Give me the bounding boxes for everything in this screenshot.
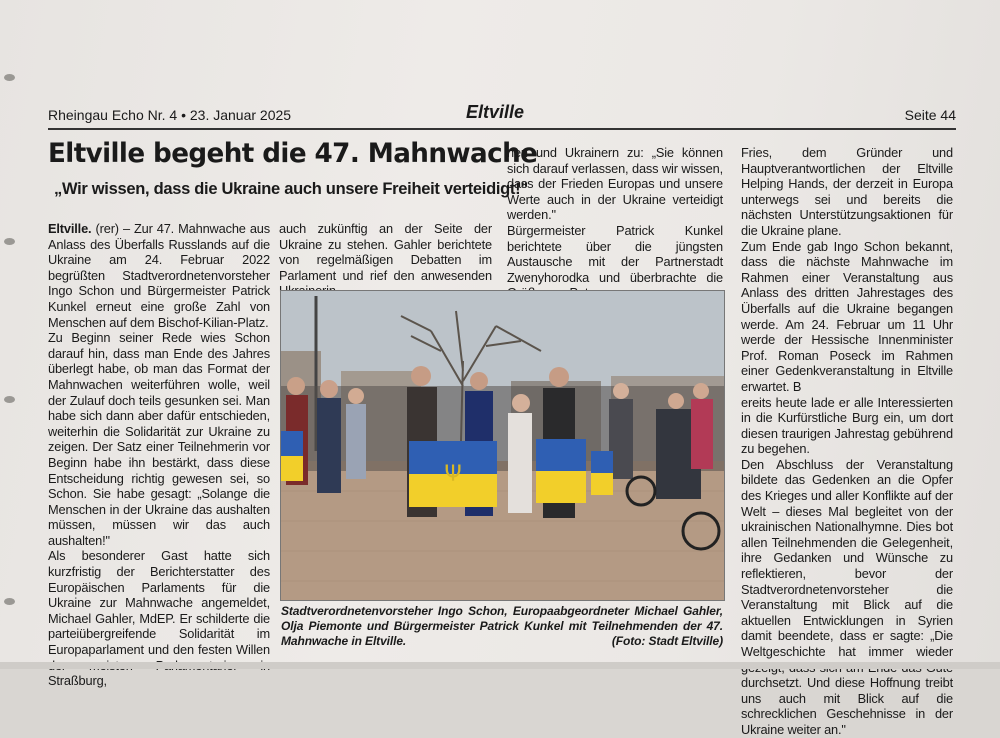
svg-text:Ψ: Ψ xyxy=(444,462,462,487)
issue-info: Rheingau Echo Nr. 4 • 23. Januar 2025 xyxy=(48,107,292,123)
photo-caption xyxy=(281,604,723,649)
punch-hole xyxy=(4,598,15,605)
header-rule xyxy=(48,128,956,130)
paragraph: Als besonderer Gast hatte sich kurzfristig der Berichterstatter des Europäischen Parlaments für die Ukraine zur Mahnwache angemeldet, Michael Gahler, MdEP. Er schilderte die parteiübergreifende Solidarität im Europaparlament und den festen Willen Straßburg, xyxy=(48,548,270,689)
section-title: Eltville xyxy=(466,102,525,122)
paragraph: Zu Beginn seiner Rede wies Schon darauf hin, dass man Ende des Jahres überlegt habe, ob man das Format der Mahnwachen weiterführen wolle, weil der Zulauf doch teils gesunken sei. Man habe sich dann aber dafür entschieden, weiterhin die Solidarität zur Ukraine zu zeigen. Der Satz einer Teilnehmerin vor Beginn habe ihn bestärkt, dass diese Entscheidung richtig gewesen sei, so Schon. Sie habe gesagt: „Solange die Menschen in der Ukraine das aushalten müssen, müssen wir das auch aushalten!" xyxy=(48,330,270,548)
ukraine-flag-eu xyxy=(536,439,586,503)
article-column-3 xyxy=(507,145,723,301)
dateline: Eltville. xyxy=(48,221,92,236)
punch-hole xyxy=(4,74,15,81)
ukraine-flag-large xyxy=(409,441,497,507)
caption-text: Stadtverordnetenvorsteher Ingo Schon, Europaabgeordneter Michael Gahler, Olja Piemonte und Bürgermeister Patrick Kunkel mit Teilnehmenden der 47. Mahnwache in Eltville. xyxy=(281,604,723,648)
article-photo xyxy=(280,290,725,601)
paragraph: auch zukünftig an der Seite der Ukraine zu stehen. Gahler berichtete von regelmäßigen Debatten im Parlament und rief den anwesenden xyxy=(279,221,492,283)
page-bottom-edge xyxy=(0,662,1000,669)
paragraph: Zum Ende gab Ingo Schon bekannt, dass die nächste Mahnwache im Rahmen einer Veranstaltung aus Anlass des dritten Jahrestages des Überfalls auf die Ukraine begangen werde. Am 24. Februar um 11 Uhr werde der Hessische Innenminister Prof. Roman Poseck im Rahmen einer Gedenkveranstaltung in Eltville erwartet. B xyxy=(741,238,953,394)
paragraph: nen und Ukrainern zu: „Sie können sich darauf verlassen, dass wir wissen, dass der Frieden Europas und unsere Werte auch in der Ukraine verteidigt werden." xyxy=(507,145,723,223)
punch-hole xyxy=(4,396,15,403)
article-column-1 xyxy=(48,221,270,689)
paragraph: (rer) – Zur 47. Mahnwache aus Anlass des Überfalls Russlands auf die Ukraine am 24. Februar 2022 begrüßten Stadtverordnetenvorsteher Ingo Schon und Bürgermeister Patrick Kunkel erneut eine große Zahl von Menschen auf dem Bischof-Kilian-Platz. xyxy=(48,221,270,330)
paragraph: Bürgermeister Patrick Kunkel berichtete über die jüngsten Austausche mit der Partnerstadt Zwenyhorodka und überbrachte die xyxy=(507,222,723,285)
paragraph: Fries, dem Gründer und Hauptverantwortlichen der Eltville Helping Hands, der derzeit in Europa unterwegs sei und bereits die nächsten Unterstützungsaktionen für die Ukraine plane. xyxy=(741,145,953,238)
article-subline: „Wir wissen, dass die Ukraine auch unsere Freiheit verteidigt!" xyxy=(54,180,528,198)
page-header xyxy=(48,104,956,126)
punch-hole xyxy=(4,238,15,245)
photo-credit: (Foto: Stadt Eltville) xyxy=(611,634,723,648)
page-number: Seite 44 xyxy=(904,107,956,123)
paragraph: Den Abschluss der Veranstaltung bildete das Gedenken an die Opfer des Krieges und aller Konflikte auf der Welt – dieses Mal begleitet von der ukrainischen Nationalhymne. Dies bot allen Teilnehmenden die Gelegenheit, ihre Gedanken und Wünsche zu reflektieren, bevor der Stadtverordnetenvorsteher die Veranstaltung mit Blick auf die aktuellen Entwicklungen in Syrien damit beendete, dass er sagte: „Die Weltgeschichte hat immer wieder durchsetzt. Und diese Hoffnung treibt uns auch mit Blick auf die schrecklichen Geschehnisse in der Ukraine weiter an." xyxy=(741,456,953,737)
article-column-4 xyxy=(741,145,953,738)
paragraph: ereits heute lade er alle Interessierten in die Kurfürstliche Burg ein, um dort diesen traurigen Jahrestag gebührend zu begehen. xyxy=(741,394,953,457)
article-column-2 xyxy=(279,221,492,299)
article-headline: Eltville begeht die 47. Mahnwache xyxy=(48,138,538,169)
